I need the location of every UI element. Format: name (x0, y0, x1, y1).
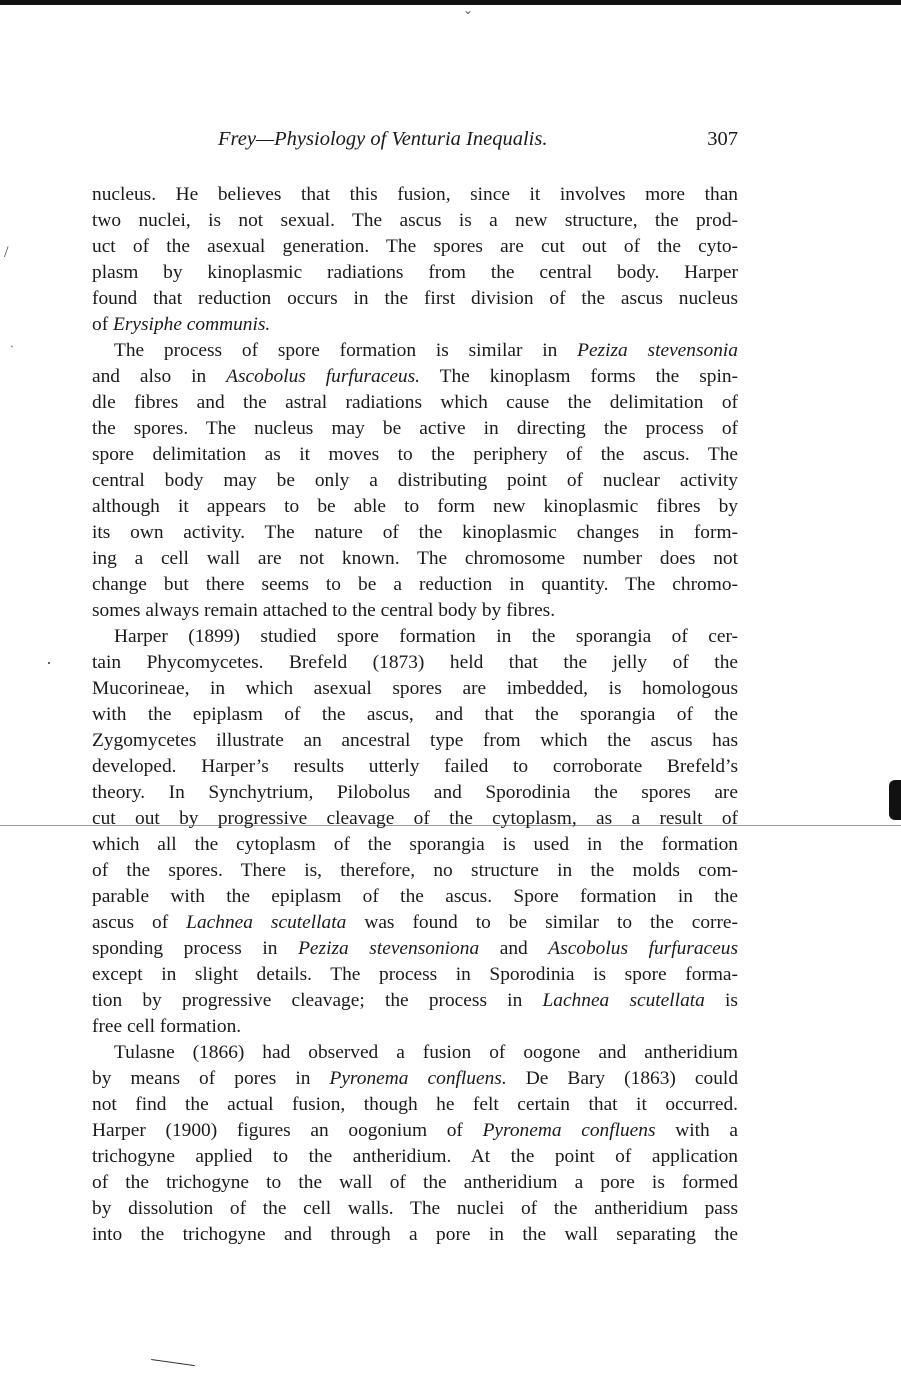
text-line (92, 1118, 738, 1144)
text-line (92, 728, 738, 754)
running-title: Frey—Physiology of Venturia Inequalis. (218, 128, 548, 150)
margin-mark: ` (10, 343, 14, 357)
text-line (92, 780, 738, 806)
text-run: is (704, 990, 738, 1011)
text-run: its own activity. The nature of the kinoplasmic changes in form- (92, 522, 738, 543)
text-line (92, 1040, 738, 1066)
paragraph (92, 182, 738, 338)
text-line (92, 1196, 738, 1222)
text-run: by dissolution of the cell walls. The nuclei of the antheridium pass (92, 1198, 738, 1219)
text-run: although it appears to be able to form new kinoplasmic fibres by (92, 496, 738, 517)
text-run: with a (655, 1120, 738, 1141)
text-line (92, 494, 738, 520)
text-run: Tulasne (1866) had observed a fusion of oogone and antheridium (114, 1042, 738, 1063)
text-line (92, 936, 738, 962)
text-run: two nuclei, is not sexual. The ascus is a new structure, the prod- (92, 210, 738, 231)
text-line (92, 1092, 738, 1118)
text-run: uct of the asexual generation. The spores are cut out of the cyto- (92, 236, 738, 257)
text-line (92, 546, 738, 572)
text-line (92, 624, 738, 650)
text-run: except in slight details. The process in Sporodinia is spore forma- (92, 964, 738, 985)
scan-bottom-mark (149, 1359, 195, 1380)
text-run: Harper (1900) figures an oogonium of (92, 1120, 483, 1141)
text-run: into the trichogyne and through a pore in the wall separating the (92, 1224, 738, 1245)
text-line (92, 676, 738, 702)
margin-mark: / (4, 244, 9, 261)
text-run: central body may be only a distributing point of nuclear activity (92, 470, 738, 491)
text-line (92, 260, 738, 286)
page-top-edge (0, 0, 901, 5)
text-line (92, 338, 738, 364)
text-run: not find the actual fusion, though he felt certain that it occurred. (92, 1094, 738, 1115)
text-run: dle fibres and the astral radiations which cause the delimitation of (92, 392, 738, 413)
body-text (92, 182, 738, 1248)
text-run: found that reduction occurs in the first division of the ascus nucleus (92, 288, 738, 309)
text-run: De Bary (1863) could (506, 1068, 738, 1089)
margin-mark: · (46, 653, 52, 673)
text-run: Zygomycetes illustrate an ancestral type from which the ascus has (92, 730, 738, 751)
text-run: somes always remain attached to the central body by fibres. (92, 600, 556, 621)
text-run: trichogyne applied to the antheridium. At the point of application (92, 1146, 738, 1167)
text-line (92, 1014, 738, 1040)
text-line (92, 364, 738, 390)
text-line (92, 234, 738, 260)
text-line (92, 468, 738, 494)
text-run: by means of pores in (92, 1068, 330, 1089)
italic-term: Erysiphe communis. (113, 314, 271, 335)
text-run: sponding process in (92, 938, 299, 959)
paragraph (92, 338, 738, 624)
italic-term: Ascobolus furfuraceus (548, 938, 738, 959)
text-run: which all the cytoplasm of the sporangia is used in the formation (92, 834, 738, 855)
text-line (92, 572, 738, 598)
text-run: nucleus. He believes that this fusion, since it involves more than (92, 184, 738, 205)
text-line (92, 1222, 738, 1248)
text-line (92, 1170, 738, 1196)
text-run: tain Phycomycetes. Brefeld (1873) held that the jelly of the (92, 652, 738, 673)
text-run: free cell formation. (92, 1016, 242, 1037)
scan-edge-blot (889, 780, 901, 820)
text-run: Harper (1899) studied spore formation in the sporangia of cer- (114, 626, 738, 647)
text-line (92, 806, 738, 832)
text-run: and also in (92, 366, 227, 387)
text-line (92, 962, 738, 988)
text-run: with the epiplasm of the ascus, and that the sporangia of the (92, 704, 738, 725)
italic-term: Peziza stevensoniona (298, 938, 480, 959)
page-number: 307 (707, 128, 738, 150)
text-run: cut out by progressive cleavage of the cytoplasm, as a result of (92, 808, 738, 829)
text-line (92, 988, 738, 1014)
paragraph (92, 1040, 738, 1248)
text-line (92, 208, 738, 234)
text-run: and (479, 938, 549, 959)
text-line (92, 650, 738, 676)
text-line (92, 520, 738, 546)
text-run: ascus of (92, 912, 187, 933)
italic-term: Lachnea scutellata (186, 912, 347, 933)
text-run: parable with the epiplasm of the ascus. Spore formation in the (92, 886, 738, 907)
text-run: theory. In Synchytrium, Pilobolus and Sporodinia the spores are (92, 782, 738, 803)
text-run: of (92, 314, 114, 335)
text-run: spore delimitation as it moves to the periphery of the ascus. The (92, 444, 738, 465)
text-line (92, 312, 738, 338)
text-run: of the trichogyne to the wall of the antheridium a pore is formed (92, 1172, 738, 1193)
paragraph (92, 624, 738, 1040)
italic-term: Lachnea scutellata (542, 990, 705, 1011)
text-run: was found to be similar to the corre- (346, 912, 738, 933)
text-line (92, 182, 738, 208)
text-line (92, 702, 738, 728)
text-line (92, 858, 738, 884)
italic-term: Ascobolus furfuraceus. (226, 366, 421, 387)
text-run: ing a cell wall are not known. The chromosome number does not (92, 548, 738, 569)
text-run: tion by progressive cleavage; the process in (92, 990, 543, 1011)
text-line (92, 1066, 738, 1092)
text-line (92, 286, 738, 312)
text-run: The kinoplasm forms the spin- (420, 366, 738, 387)
text-run: of the spores. There is, therefore, no structure in the molds com- (92, 860, 738, 881)
text-run: The process of spore formation is similar in (114, 340, 578, 361)
text-run: change but there seems to be a reduction in quantity. The chromo- (92, 574, 738, 595)
italic-term: Pyronema confluens (482, 1120, 656, 1141)
text-line (92, 1144, 738, 1170)
text-run: plasm by kinoplasmic radiations from the central body. Harper (92, 262, 738, 283)
text-line (92, 442, 738, 468)
text-run: the spores. The nucleus may be active in directing the process of (92, 418, 738, 439)
text-line (92, 754, 738, 780)
text-run: Mucorineae, in which asexual spores are imbedded, is homologous (92, 678, 738, 699)
scan-top-mark: ⌄ (463, 3, 474, 17)
italic-term: Peziza stevensonia (577, 340, 738, 361)
text-line (92, 390, 738, 416)
text-line (92, 910, 738, 936)
text-run: developed. Harper’s results utterly failed to corroborate Brefeld’s (92, 756, 738, 777)
running-head (92, 126, 738, 152)
text-line (92, 416, 738, 442)
italic-term: Pyronema confluens. (329, 1068, 507, 1089)
text-line (92, 598, 738, 624)
text-line (92, 884, 738, 910)
text-line (92, 832, 738, 858)
